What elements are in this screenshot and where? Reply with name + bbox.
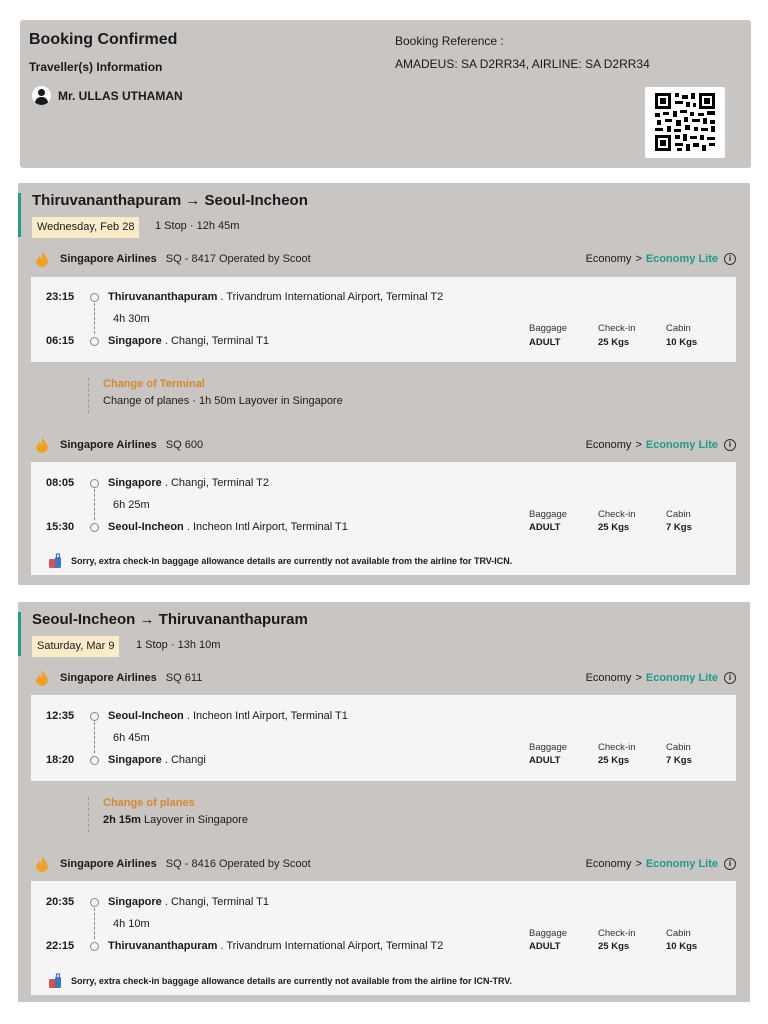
cabin-class: Economy xyxy=(585,858,632,870)
checkin-label: Check-in xyxy=(598,323,636,334)
arrival-place: Singapore . Changi, Terminal T1 xyxy=(108,335,269,347)
fare-type-link[interactable]: Economy Lite xyxy=(645,672,718,684)
departure-time: 12:35 xyxy=(46,710,75,722)
arrival-time: 22:15 xyxy=(46,940,75,952)
route-line xyxy=(94,722,95,753)
fare-type-link[interactable]: Economy Lite xyxy=(645,439,718,451)
cabin-allowance: 7 Kgs xyxy=(666,522,692,533)
traveller-heading: Traveller(s) Information xyxy=(29,60,163,74)
cabin-label: Cabin xyxy=(666,323,691,334)
singapore-airlines-logo-icon xyxy=(33,669,51,687)
segment-airline-row xyxy=(33,249,736,269)
airline-name: Singapore Airlines xyxy=(60,253,157,265)
checkin-label: Check-in xyxy=(598,509,636,520)
booking-title: Booking Confirmed xyxy=(29,31,178,48)
departure-place: Thiruvananthapuram . Trivandrum International Airport, Terminal T2 xyxy=(108,291,444,303)
route-line xyxy=(94,303,95,334)
route-accent-bar xyxy=(18,612,21,656)
fare-type-link[interactable]: Economy Lite xyxy=(645,253,718,265)
fare-info xyxy=(586,253,736,265)
checkin-allowance: 25 Kgs xyxy=(598,941,630,952)
arrival-time: 06:15 xyxy=(46,335,75,347)
arrival-place: Thiruvananthapuram . Trivandrum International Airport, Terminal T2 xyxy=(108,940,444,952)
baggage-note xyxy=(31,547,736,575)
flight-number: SQ 600 xyxy=(165,439,204,451)
stops-duration: 1 Stop · 13h 10m xyxy=(136,639,221,651)
departure-place: Singapore . Changi, Terminal T2 xyxy=(108,477,269,489)
date-badge: Wednesday, Feb 28 xyxy=(32,217,139,238)
departure-place: Singapore . Changi, Terminal T1 xyxy=(108,896,269,908)
baggage-label: Baggage xyxy=(529,742,568,753)
user-icon xyxy=(32,86,51,105)
booking-reference-label: Booking Reference : xyxy=(395,34,504,48)
cabin-class: Economy xyxy=(585,672,632,684)
info-icon[interactable]: i xyxy=(724,439,736,451)
flight-duration: 4h 10m xyxy=(113,918,150,930)
cabin-class: Economy xyxy=(585,439,632,451)
layover-text: 2h 15m Layover in Singapore xyxy=(103,814,248,826)
departure-dot-icon xyxy=(90,898,99,907)
checkin-allowance: 25 Kgs xyxy=(598,755,630,766)
arrival-dot-icon xyxy=(90,523,99,532)
fare-info xyxy=(586,858,736,870)
cabin-label: Cabin xyxy=(666,928,691,939)
departure-time: 08:05 xyxy=(46,477,75,489)
fare-separator: > xyxy=(635,253,642,265)
departure-dot-icon xyxy=(90,293,99,302)
passenger-type: ADULT xyxy=(529,941,561,952)
airline-name: Singapore Airlines xyxy=(60,439,157,451)
fare-info xyxy=(586,672,736,684)
singapore-airlines-logo-icon xyxy=(33,436,51,454)
flight-leg-card xyxy=(31,881,736,967)
baggage-label: Baggage xyxy=(529,509,568,520)
cabin-allowance: 10 Kgs xyxy=(666,337,698,348)
arrival-dot-icon xyxy=(90,337,99,346)
flight-number: SQ - 8416 Operated by Scoot xyxy=(165,858,311,870)
flight-leg-card xyxy=(31,695,736,781)
route-title: Seoul-Incheon → Thiruvananthapuram xyxy=(32,611,308,628)
fare-info xyxy=(586,439,736,451)
baggage-note-text: Sorry, extra check-in baggage allowance details are currently not available from the airline for TRV-ICN. xyxy=(71,556,513,566)
cabin-allowance: 7 Kgs xyxy=(666,755,692,766)
singapore-airlines-logo-icon xyxy=(33,250,51,268)
qr-code xyxy=(645,87,725,158)
arrival-dot-icon xyxy=(90,756,99,765)
segment-airline-row xyxy=(33,668,736,688)
layover-info xyxy=(88,378,343,413)
baggage-label: Baggage xyxy=(529,323,568,334)
arrival-place: Seoul-Incheon . Incheon Intl Airport, Terminal T1 xyxy=(108,521,348,533)
stops-duration: 1 Stop · 12h 45m xyxy=(155,220,240,232)
traveller-row xyxy=(32,86,183,105)
checkin-allowance: 25 Kgs xyxy=(598,522,630,533)
departure-time: 20:35 xyxy=(46,896,75,908)
layover-title: Change of Terminal xyxy=(103,378,205,390)
route-line xyxy=(94,489,95,520)
layover-text: Change of planes · 1h 50m Layover in Singapore xyxy=(103,395,343,407)
checkin-allowance: 25 Kgs xyxy=(598,337,630,348)
departure-dot-icon xyxy=(90,479,99,488)
route-title: Thiruvananthapuram → Seoul-Incheon xyxy=(32,192,308,209)
flight-duration: 6h 45m xyxy=(113,732,150,744)
info-icon[interactable]: i xyxy=(724,858,736,870)
cabin-label: Cabin xyxy=(666,509,691,520)
airline-name: Singapore Airlines xyxy=(60,858,157,870)
info-icon[interactable]: i xyxy=(724,672,736,684)
passenger-type: ADULT xyxy=(529,337,561,348)
passenger-type: ADULT xyxy=(529,755,561,766)
fare-type-link[interactable]: Economy Lite xyxy=(645,858,718,870)
fare-separator: > xyxy=(635,858,642,870)
route-accent-bar xyxy=(18,193,21,237)
baggage-note xyxy=(31,967,736,995)
baggage-note-text: Sorry, extra check-in baggage allowance details are currently not available from the airline for ICN-TRV. xyxy=(71,976,512,986)
departure-time: 23:15 xyxy=(46,291,75,303)
segment-airline-row xyxy=(33,435,736,455)
cabin-allowance: 10 Kgs xyxy=(666,941,698,952)
cabin-label: Cabin xyxy=(666,742,691,753)
checkin-label: Check-in xyxy=(598,742,636,753)
singapore-airlines-logo-icon xyxy=(33,855,51,873)
layover-info xyxy=(88,797,248,832)
flight-number: SQ - 8417 Operated by Scoot xyxy=(165,253,311,265)
luggage-icon xyxy=(47,553,63,569)
passenger-type: ADULT xyxy=(529,522,561,533)
baggage-label: Baggage xyxy=(529,928,568,939)
segment-airline-row xyxy=(33,854,736,874)
flight-duration: 4h 30m xyxy=(113,313,150,325)
arrival-dot-icon xyxy=(90,942,99,951)
fare-separator: > xyxy=(635,672,642,684)
cabin-class: Economy xyxy=(585,253,632,265)
date-badge: Saturday, Mar 9 xyxy=(32,636,119,657)
airline-name: Singapore Airlines xyxy=(60,672,157,684)
checkin-label: Check-in xyxy=(598,928,636,939)
arrival-place: Singapore . Changi xyxy=(108,754,206,766)
trip-outbound xyxy=(18,183,750,585)
flight-leg-card xyxy=(31,462,736,547)
fare-separator: > xyxy=(635,439,642,451)
traveller-name: Mr. ULLAS UTHAMAN xyxy=(58,88,183,103)
luggage-icon xyxy=(47,973,63,989)
booking-reference-value: AMADEUS: SA D2RR34, AIRLINE: SA D2RR34 xyxy=(395,57,650,71)
flight-duration: 6h 25m xyxy=(113,499,150,511)
info-icon[interactable]: i xyxy=(724,253,736,265)
flight-leg-card xyxy=(31,277,736,362)
departure-place: Seoul-Incheon . Incheon Intl Airport, Terminal T1 xyxy=(108,710,348,722)
trip-return xyxy=(18,602,750,1002)
booking-header xyxy=(20,20,751,168)
arrival-time: 15:30 xyxy=(46,521,75,533)
flight-number: SQ 611 xyxy=(165,672,203,684)
layover-title: Change of planes xyxy=(103,797,195,809)
route-line xyxy=(94,908,95,939)
arrival-time: 18:20 xyxy=(46,754,75,766)
departure-dot-icon xyxy=(90,712,99,721)
